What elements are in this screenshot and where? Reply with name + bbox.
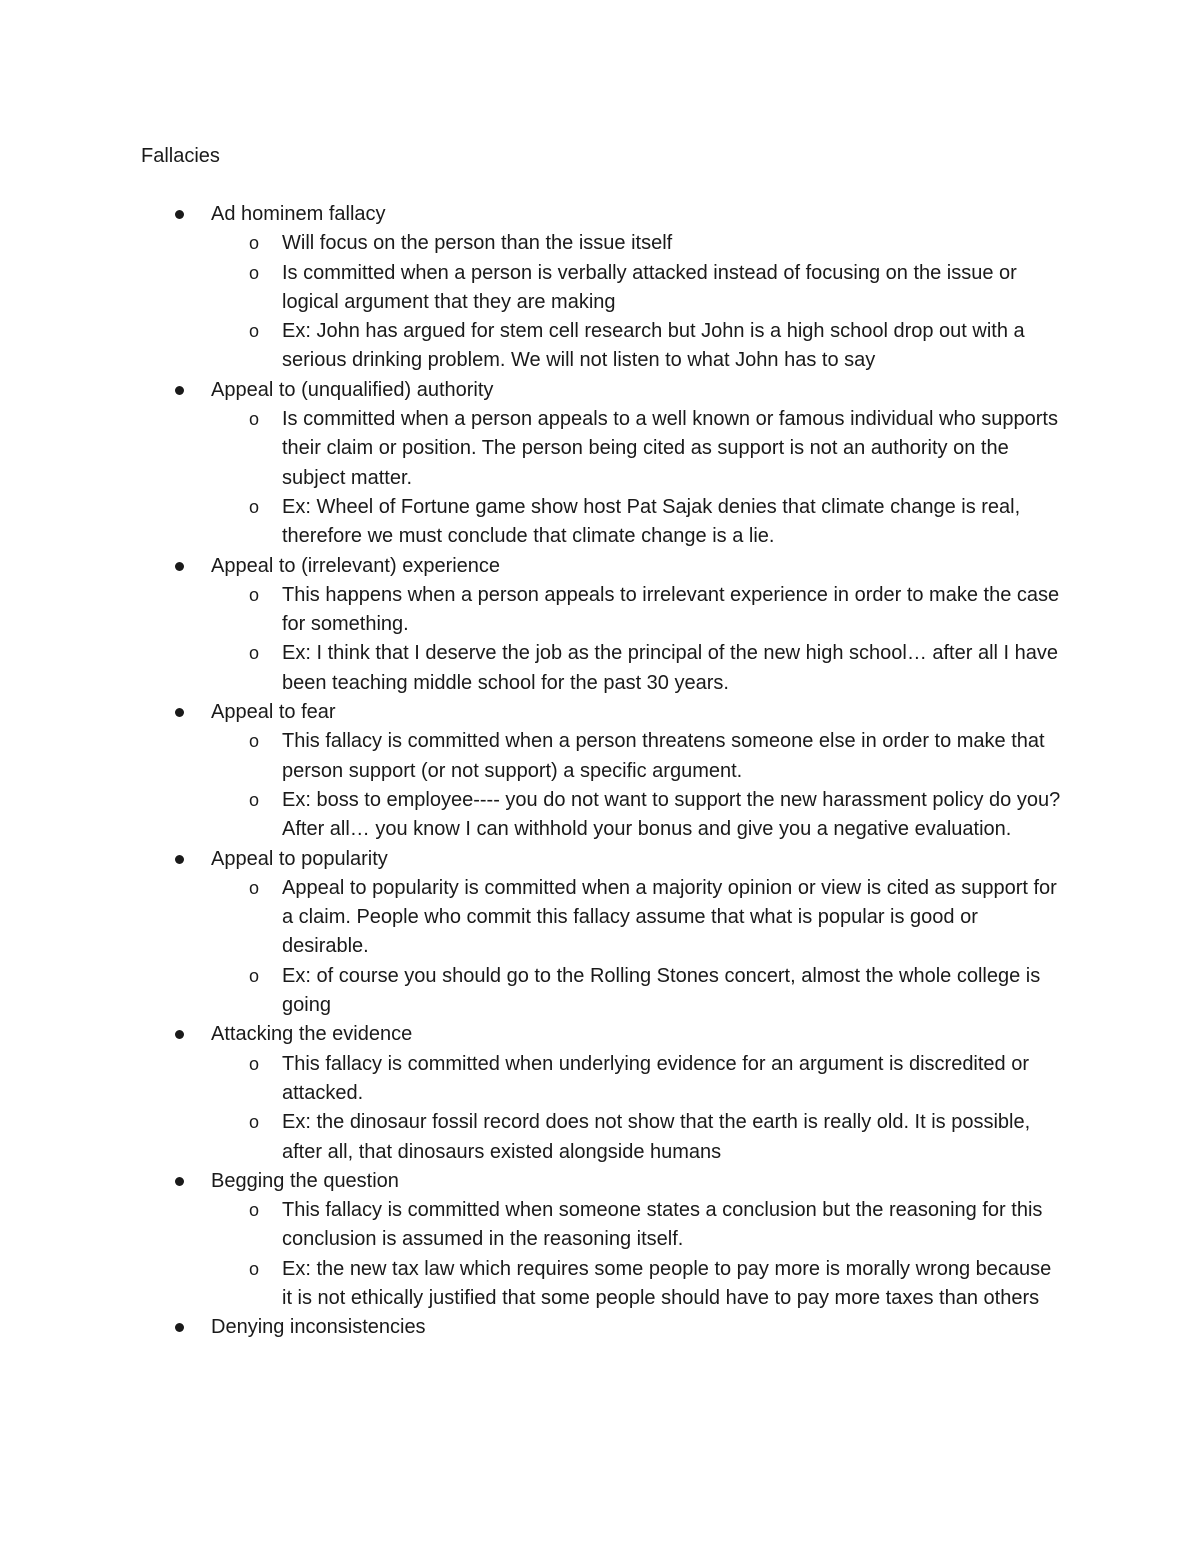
fallacy-detail-text: Appeal to popularity is committed when a majority opinion or view is cited as support for a claim. People who commit this fallacy assume that what is popular is good or desirable.	[282, 876, 1057, 958]
circle-bullet-icon: o	[249, 496, 260, 517]
fallacy-name: Ad hominem fallacy	[211, 203, 386, 225]
circle-bullet-icon: o	[249, 262, 260, 283]
document-title: Fallacies	[141, 145, 220, 167]
fallacy-details	[211, 874, 1200, 1020]
fallacy-details	[211, 405, 1200, 551]
bullet-icon	[175, 1323, 184, 1332]
fallacy-details	[211, 1196, 1200, 1313]
fallacy-item	[0, 552, 1200, 698]
fallacy-item	[0, 845, 1200, 1021]
fallacy-detail-item	[211, 639, 1065, 698]
fallacy-detail-item	[211, 1255, 1065, 1314]
fallacy-detail-item	[211, 493, 1065, 552]
fallacy-detail-item	[211, 1050, 1065, 1109]
fallacy-detail-item	[211, 259, 1065, 318]
fallacy-name: Begging the question	[211, 1169, 399, 1192]
fallacy-detail-text: Is committed when a person is verbally attacked instead of focusing on the issue or logical argument that they are making	[282, 261, 1017, 313]
circle-bullet-icon: o	[249, 643, 260, 664]
fallacy-item	[0, 1020, 1200, 1166]
fallacy-item	[0, 376, 1200, 552]
fallacy-detail-item	[211, 1196, 1065, 1255]
circle-bullet-icon: o	[249, 965, 260, 986]
fallacy-name: Attacking the evidence	[211, 1023, 413, 1046]
fallacy-detail-text: Ex: John has argued for stem cell research but John is a high school drop out with a serious drinking problem. We will not listen to what John has to say	[282, 320, 1025, 372]
circle-bullet-icon: o	[249, 731, 260, 752]
fallacy-name: Appeal to fear	[211, 701, 336, 724]
fallacy-details	[211, 1050, 1200, 1167]
fallacy-detail-text: This fallacy is committed when underlying evidence for an argument is discredited or attacked.	[282, 1052, 1030, 1104]
circle-bullet-icon: o	[249, 409, 260, 430]
bullet-icon	[175, 1177, 184, 1186]
circle-bullet-icon: o	[249, 1053, 260, 1074]
circle-bullet-icon: o	[249, 1112, 260, 1133]
fallacy-detail-text: This happens when a person appeals to irrelevant experience in order to make the case for something.	[282, 583, 1060, 636]
fallacy-detail-item	[211, 405, 1065, 493]
fallacy-name: Denying inconsistencies	[211, 1316, 426, 1339]
fallacy-details	[211, 581, 1200, 698]
fallacy-name: Appeal to popularity	[211, 847, 388, 870]
fallacy-detail-text: Ex: I think that I deserve the job as the principal of the new high school… after all I have been teaching middle school for the past 30 years.	[282, 642, 1058, 694]
fallacy-name: Appeal to (unqualified) authority	[211, 378, 494, 401]
fallacy-detail-text: This fallacy is committed when a person threatens someone else in order to make that person support (or not support) a specific argument.	[282, 730, 1045, 782]
bullet-icon	[175, 1030, 184, 1039]
fallacy-detail-text: Ex: of course you should go to the Rolling Stones concert, almost the whole college is going	[282, 964, 1041, 1017]
fallacy-item	[0, 1313, 1200, 1342]
fallacy-item	[0, 698, 1200, 844]
fallacy-details	[211, 727, 1200, 844]
fallacy-item	[0, 200, 1200, 376]
circle-bullet-icon: o	[249, 877, 260, 898]
circle-bullet-icon: o	[249, 321, 260, 342]
fallacy-detail-item	[211, 727, 1065, 786]
fallacy-detail-item	[211, 581, 1065, 640]
fallacy-detail-text: Ex: the new tax law which requires some people to pay more is morally wrong because it is not ethically justified that some people should have to pay more taxes than others	[282, 1257, 1052, 1309]
fallacy-detail-text: Is committed when a person appeals to a well known or famous individual who supports their claim or position. The person being cited as support is not an authority on the subject matter.	[282, 408, 1058, 489]
fallacy-detail-text: Ex: boss to employee---- you do not want to support the new harassment policy do you? After all… you know I can withhold your bonus and give you a negative evaluation.	[282, 788, 1061, 841]
circle-bullet-icon: o	[249, 1258, 260, 1279]
fallacy-detail-item	[211, 317, 1065, 376]
circle-bullet-icon: o	[249, 1200, 260, 1221]
bullet-icon	[175, 210, 184, 219]
fallacy-item	[0, 1167, 1200, 1313]
bullet-icon	[175, 386, 184, 395]
fallacy-detail-item	[211, 229, 1065, 258]
fallacy-list	[0, 200, 1200, 1343]
bullet-icon	[175, 855, 184, 864]
fallacy-detail-item	[211, 874, 1065, 962]
fallacy-name: Appeal to (irrelevant) experience	[211, 554, 501, 577]
circle-bullet-icon: o	[249, 789, 260, 810]
fallacy-detail-text: Ex: the dinosaur fossil record does not show that the earth is really old. It is possible, after all, that dinosaurs existed alongside humans	[282, 1111, 1031, 1163]
fallacy-details	[211, 229, 1200, 375]
fallacy-detail-item	[211, 962, 1065, 1021]
fallacy-detail-text: Will focus on the person than the issue itself	[282, 232, 673, 255]
fallacy-detail-item	[211, 786, 1065, 845]
circle-bullet-icon: o	[249, 584, 260, 605]
fallacy-detail-item	[211, 1108, 1065, 1167]
circle-bullet-icon: o	[249, 233, 260, 254]
fallacy-detail-text: This fallacy is committed when someone states a conclusion but the reasoning for this conclusion is assumed in the reasoning itself.	[282, 1199, 1043, 1251]
fallacy-detail-text: Ex: Wheel of Fortune game show host Pat Sajak denies that climate change is real, therefore we must conclude that climate change is a lie.	[282, 495, 1021, 548]
bullet-icon	[175, 562, 184, 571]
bullet-icon	[175, 708, 184, 717]
